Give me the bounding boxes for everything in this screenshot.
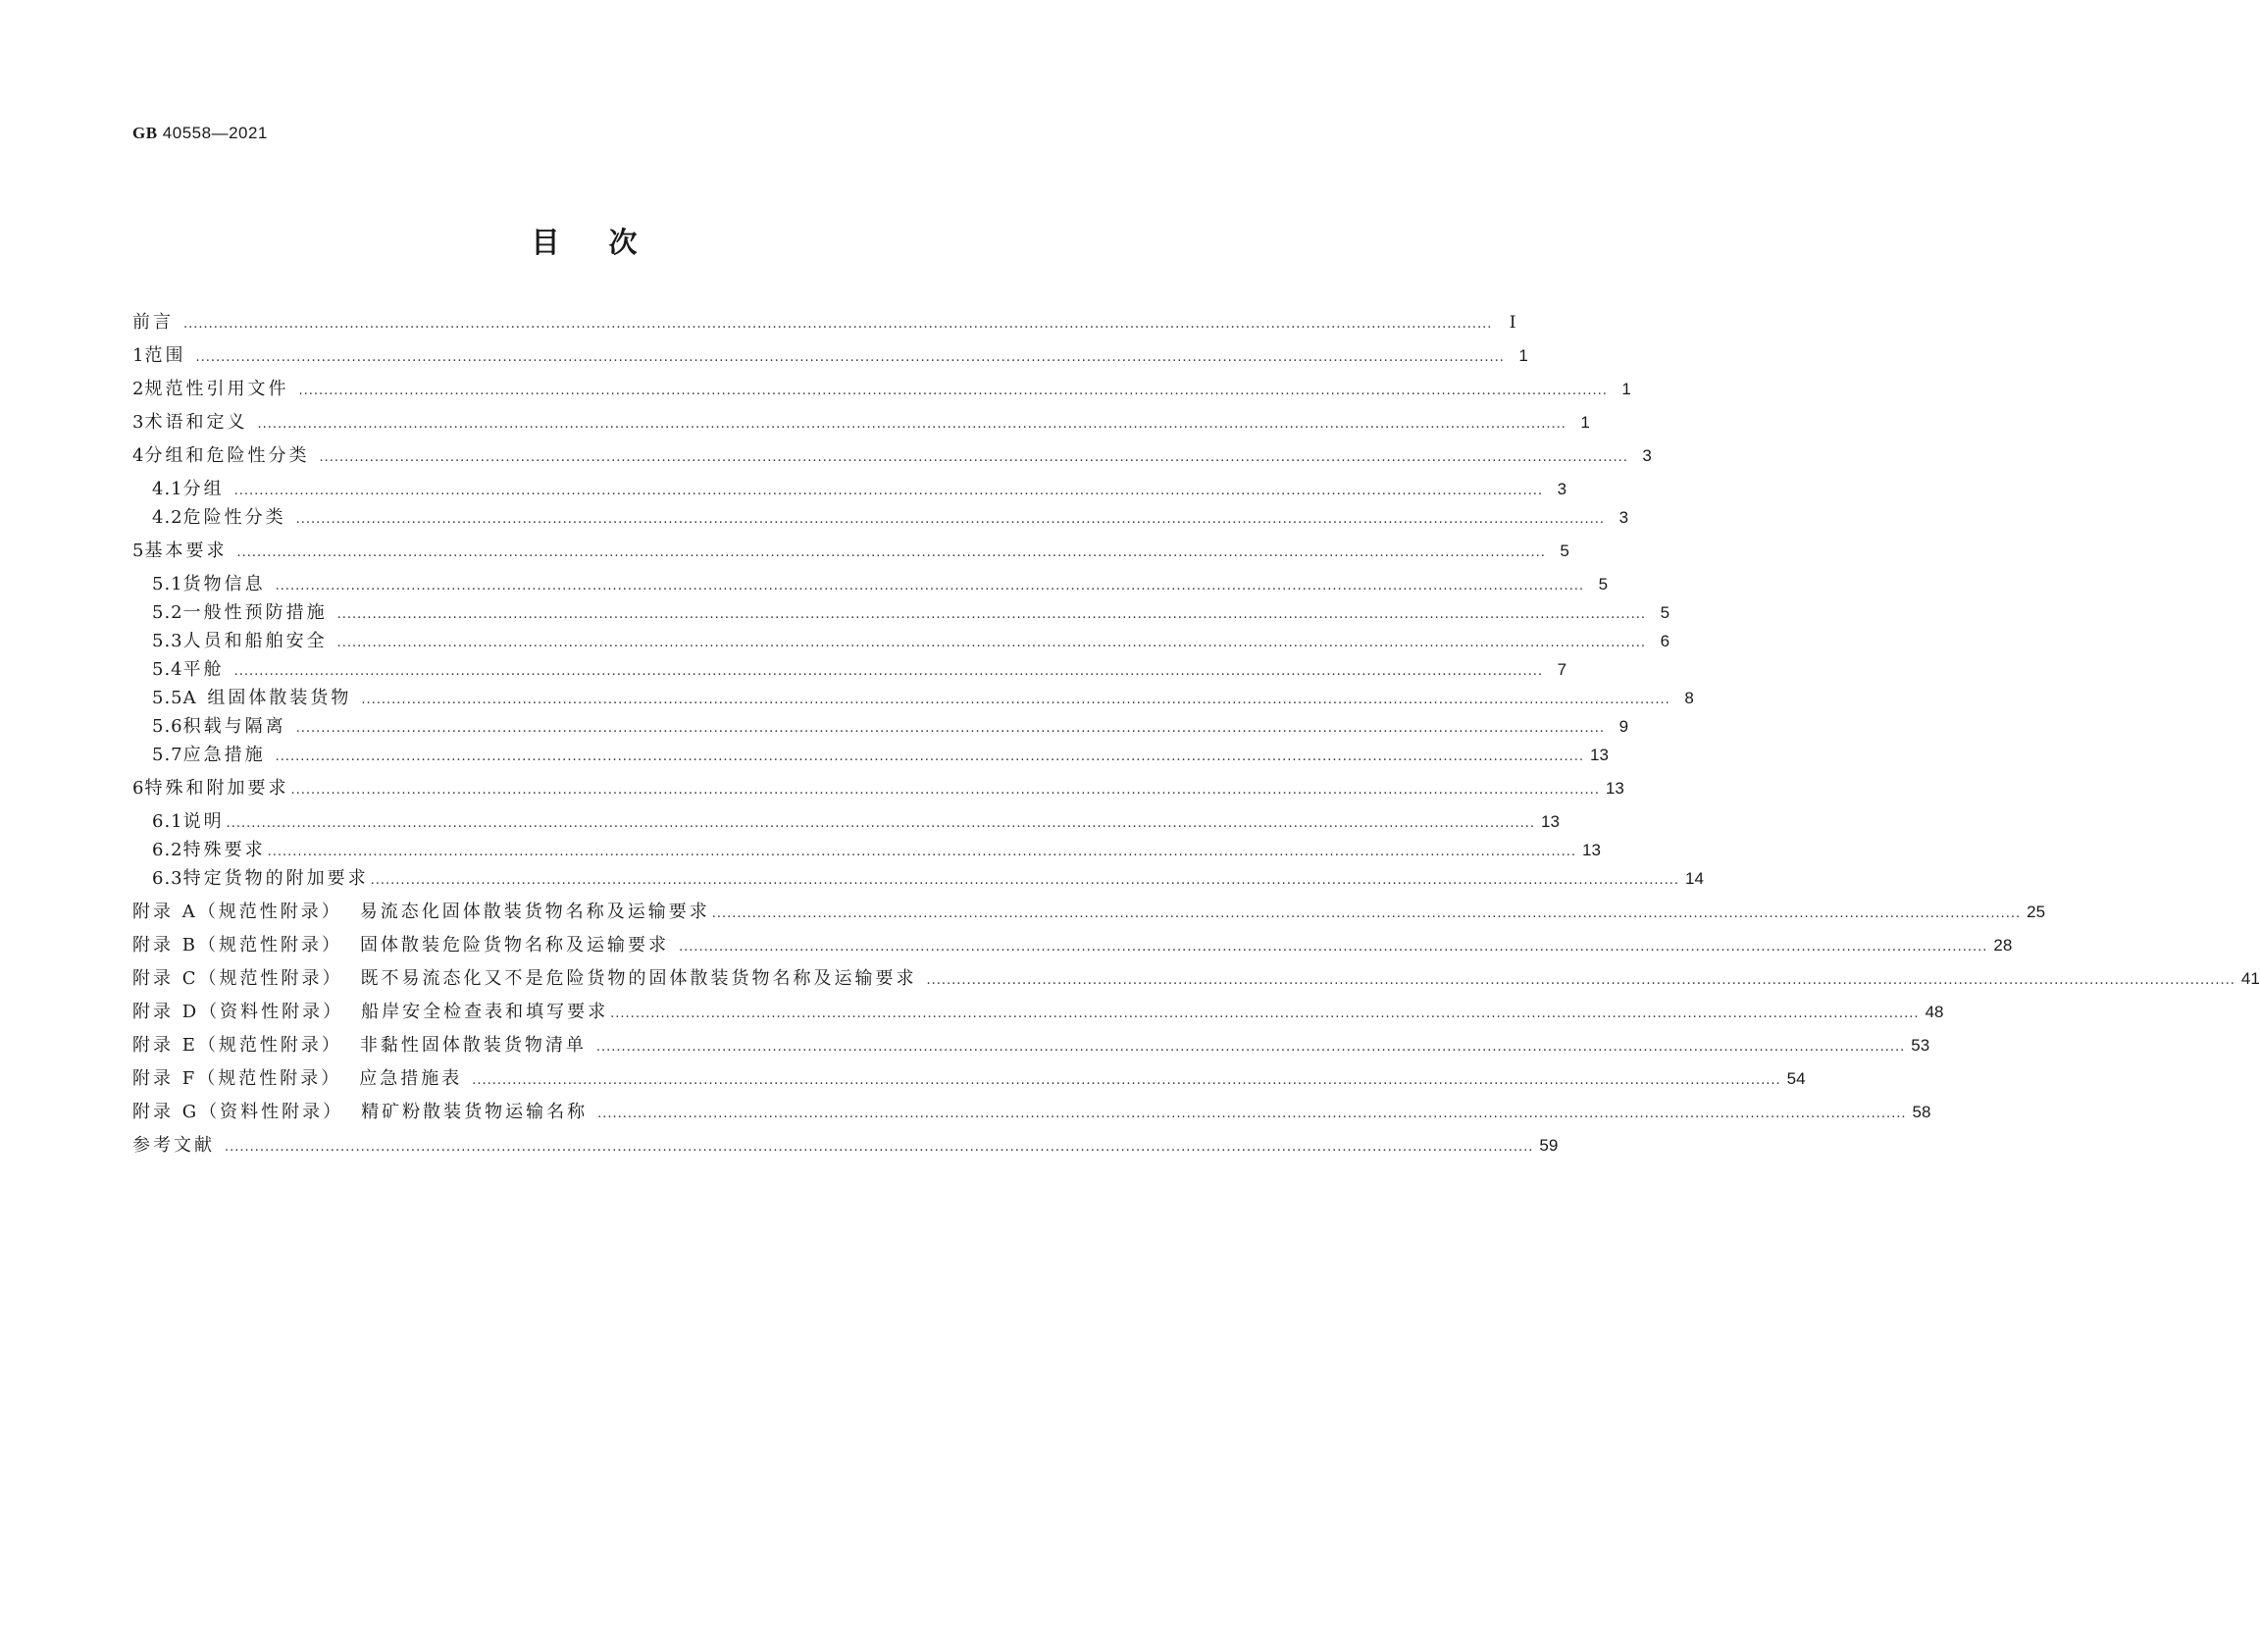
toc-section-number: 5.2	[152, 602, 183, 623]
toc-page-number: 41	[2240, 969, 2260, 988]
toc-page-number: 13	[1590, 746, 1609, 764]
standard-code	[132, 124, 268, 143]
toc-annex-designation: 附录 D（资料性附录）	[132, 1002, 344, 1022]
toc-section-number: 4.1	[152, 479, 183, 499]
toc-section-number: 4	[132, 445, 145, 466]
toc-entry-5-7[interactable]	[152, 744, 1609, 767]
page-title-right: 次	[608, 226, 638, 259]
toc-section-number: 5.4	[152, 659, 183, 680]
toc-entry-4[interactable]	[132, 444, 1652, 468]
toc-entry-label: 危险性分类	[182, 507, 286, 528]
toc-page-number: 8	[1684, 689, 1694, 707]
toc-entry-label: 特定货物的附加要求	[182, 868, 369, 889]
toc-section-number: 6.1	[152, 811, 183, 832]
toc-section-number: 5.6	[152, 716, 183, 737]
toc-entry-label: 应急措施	[182, 745, 266, 765]
toc-leader-dots: ....................................................................................................................................................................................................................................................................	[267, 845, 1577, 859]
toc-entry-4-2[interactable]	[152, 506, 1629, 530]
toc-page-number: 54	[1786, 1069, 1806, 1088]
toc-page-number: 1	[1580, 413, 1590, 432]
toc-leader-dots: ....................................................................................................................................................................................................................................................................	[361, 693, 1670, 707]
toc-section-number: 5.5	[152, 688, 183, 708]
toc-entry-5-5[interactable]	[152, 687, 1694, 710]
toc-page-number: 53	[1911, 1036, 1930, 1055]
toc-entry-1[interactable]	[132, 344, 1528, 368]
toc-page-number: 14	[1685, 869, 1704, 888]
toc-page-number: 59	[1539, 1136, 1559, 1155]
toc-leader-dots: ....................................................................................................................................................................................................................................................................	[275, 749, 1585, 764]
toc-entry-label: 分组和危险性分类	[144, 445, 310, 466]
toc-entry-label: 船岸安全检查表和填写要求	[361, 1002, 609, 1022]
standard-prefix: GB	[132, 124, 158, 142]
toc-entry-label: 分组	[182, 479, 225, 499]
toc-entry-label: 易流态化固体散装货物名称及运输要求	[359, 902, 710, 922]
toc-entry-5-4[interactable]	[152, 658, 1567, 682]
toc-entry-4-1[interactable]	[152, 478, 1567, 501]
toc-entry-label: 特殊要求	[182, 840, 266, 860]
toc-entry-6-1[interactable]	[152, 810, 1560, 834]
toc-entry-2[interactable]	[132, 378, 1631, 401]
toc-entry-label: 精矿粉散装货物运输名称	[361, 1102, 589, 1122]
toc-entry-label: 积载与隔离	[182, 716, 286, 737]
page-title	[0, 221, 1168, 261]
toc-entry-5-1[interactable]	[152, 573, 1609, 596]
toc-entry-5-6[interactable]	[152, 715, 1629, 739]
toc-entry-annex-d[interactable]	[132, 1001, 1944, 1024]
toc-section-number: 5.1	[152, 574, 183, 594]
toc-annex-designation: 附录 C（规范性附录）	[132, 968, 343, 989]
toc-leader-dots: ....................................................................................................................................................................................................................................................................	[233, 664, 1544, 679]
toc-section-number: 4.2	[152, 507, 183, 528]
toc-leader-dots: ....................................................................................................................................................................................................................................................................	[257, 417, 1567, 432]
toc-leader-dots: ....................................................................................................................................................................................................................................................................	[319, 450, 1628, 465]
toc-leader-dots: ....................................................................................................................................................................................................................................................................	[275, 579, 1585, 594]
toc-entry-annex-f[interactable]	[132, 1067, 1806, 1091]
toc-leader-dots: ....................................................................................................................................................................................................................................................................	[610, 1007, 1920, 1021]
toc-leader-dots: ....................................................................................................................................................................................................................................................................	[336, 607, 1647, 622]
toc-entry-5-3[interactable]	[152, 630, 1670, 653]
toc-leader-dots: ....................................................................................................................................................................................................................................................................	[295, 721, 1606, 736]
toc-page-number: 3	[1618, 508, 1629, 527]
toc-leader-dots: ....................................................................................................................................................................................................................................................................	[290, 783, 1600, 798]
toc-page-number: 58	[1912, 1103, 1931, 1121]
toc-entry-label: 术语和定义	[144, 412, 248, 433]
toc-entry-label: 货物信息	[182, 574, 266, 594]
page-title-left: 目	[531, 226, 560, 259]
toc-section-number: 5.7	[152, 745, 183, 765]
toc-leader-dots: ....................................................................................................................................................................................................................................................................	[233, 484, 1544, 498]
toc-leader-dots: ....................................................................................................................................................................................................................................................................	[236, 545, 1546, 560]
toc-entry-5-2[interactable]	[152, 601, 1670, 625]
toc-annex-designation: 附录 F（规范性附录）	[132, 1068, 342, 1089]
toc-entry-label: 说明	[182, 811, 225, 832]
toc-entry-foreword[interactable]	[132, 311, 1516, 335]
toc-entry-label: 前言	[132, 312, 174, 333]
toc-entry-label: A 组固体散装货物	[182, 688, 352, 708]
toc-page-number: 48	[1925, 1003, 1944, 1021]
toc-page-number: 13	[1541, 812, 1560, 831]
toc-section-number: 1	[132, 345, 145, 366]
toc-annex-designation: 附录 G（资料性附录）	[132, 1102, 344, 1122]
toc-entry-annex-b[interactable]	[132, 934, 2013, 957]
toc-entry-6-2[interactable]	[152, 839, 1601, 862]
toc-entry-annex-c[interactable]	[132, 967, 2260, 991]
toc-section-number: 6	[132, 778, 145, 799]
toc-page-number: 3	[1557, 480, 1567, 498]
toc-page-number: 13	[1582, 841, 1601, 859]
toc-entry-label: 规范性引用文件	[144, 379, 289, 399]
toc-page-number: 1	[1621, 380, 1631, 398]
toc-entry-3[interactable]	[132, 411, 1590, 435]
toc-leader-dots: ....................................................................................................................................................................................................................................................................	[295, 512, 1606, 527]
toc-section-number: 6.2	[152, 840, 183, 860]
toc-entry-label: 非黏性固体散装货物清单	[359, 1035, 587, 1056]
toc-entry-label: 基本要求	[144, 541, 228, 561]
toc-page-number: 5	[1560, 542, 1569, 560]
toc-entry-label: 参考文献	[132, 1135, 215, 1156]
toc-entry-annex-e[interactable]	[132, 1034, 1930, 1058]
toc-leader-dots: ....................................................................................................................................................................................................................................................................	[336, 636, 1647, 650]
toc-page-number: 1	[1518, 346, 1528, 365]
toc-leader-dots: ....................................................................................................................................................................................................................................................................	[711, 906, 2022, 921]
toc-leader-dots: ....................................................................................................................................................................................................................................................................	[926, 973, 2235, 988]
toc-entry-label: 一般性预防措施	[182, 602, 328, 623]
toc-entry-label: 平舱	[182, 659, 225, 680]
toc-annex-designation: 附录 A（规范性附录）	[132, 902, 342, 922]
toc-entry-5[interactable]	[132, 540, 1569, 563]
toc-page-number: 5	[1660, 603, 1670, 622]
toc-page-number: 5	[1598, 575, 1609, 594]
toc-page-number: Ⅰ	[1509, 313, 1516, 333]
toc-annex-designation: 附录 E（规范性附录）	[132, 1035, 342, 1056]
toc-leader-dots: ....................................................................................................................................................................................................................................................................	[226, 816, 1536, 831]
toc-leader-dots: ....................................................................................................................................................................................................................................................................	[597, 1107, 1907, 1121]
toc-entry-annex-g[interactable]	[132, 1101, 1931, 1124]
toc-page-number: 25	[2027, 903, 2046, 921]
toc-section-number: 6.3	[152, 868, 183, 889]
toc-leader-dots: ....................................................................................................................................................................................................................................................................	[225, 1140, 1534, 1155]
toc-entry-label: 人员和船舶安全	[182, 631, 328, 651]
toc-page-number: 7	[1557, 660, 1567, 679]
toc-entry-label: 特殊和附加要求	[144, 778, 289, 799]
toc-entry-label: 固体散装危险货物名称及运输要求	[359, 935, 669, 955]
toc-page-number: 6	[1660, 632, 1670, 650]
toc-section-number: 5.3	[152, 631, 183, 651]
toc-entry-annex-a[interactable]	[132, 901, 2046, 924]
toc-section-number: 5	[132, 541, 145, 561]
standard-number: 40558—2021	[162, 124, 268, 142]
toc-section-number: 3	[132, 412, 145, 433]
toc-leader-dots: ....................................................................................................................................................................................................................................................................	[195, 350, 1505, 365]
toc-leader-dots: ....................................................................................................................................................................................................................................................................	[183, 317, 1493, 332]
toc-page-number: 9	[1618, 717, 1629, 736]
toc-entry-bibliography[interactable]	[132, 1134, 1559, 1158]
toc-page-number: 28	[1993, 936, 2013, 955]
toc-leader-dots: ....................................................................................................................................................................................................................................................................	[595, 1040, 1906, 1055]
toc-leader-dots: ....................................................................................................................................................................................................................................................................	[678, 940, 1988, 955]
toc-entry-label: 范围	[144, 345, 186, 366]
toc-entry-label: 既不易流态化又不是危险货物的固体散装货物名称及运输要求	[360, 968, 917, 989]
toc-entry-6[interactable]	[132, 777, 1624, 800]
toc-page-number: 13	[1605, 779, 1624, 798]
toc-leader-dots: ....................................................................................................................................................................................................................................................................	[472, 1073, 1781, 1088]
toc-leader-dots: ....................................................................................................................................................................................................................................................................	[298, 384, 1608, 398]
toc-entry-6-3[interactable]	[152, 867, 1704, 891]
toc-leader-dots: ....................................................................................................................................................................................................................................................................	[370, 873, 1680, 888]
toc-annex-designation: 附录 B（规范性附录）	[132, 935, 342, 955]
toc-section-number: 2	[132, 379, 145, 399]
toc-entry-label: 应急措施表	[359, 1068, 463, 1089]
toc-page-number: 3	[1642, 446, 1652, 465]
